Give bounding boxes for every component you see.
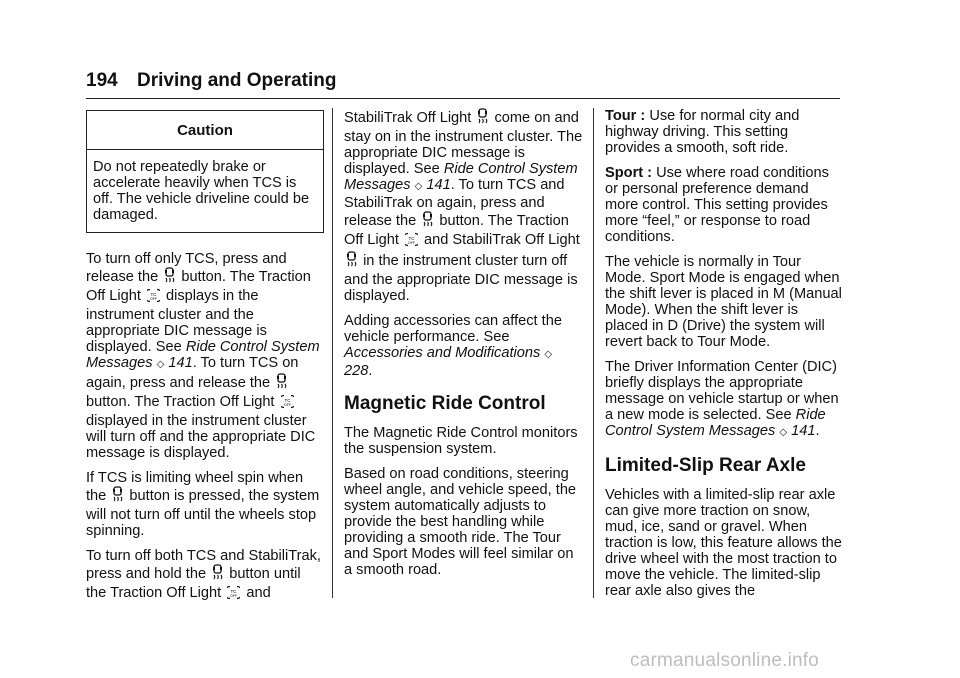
heading-limited-slip-rear-axle: Limited-Slip Rear Axle xyxy=(605,455,806,476)
paragraph-magnetic-intro: The Magnetic Ride Control monitors the suspension system. xyxy=(344,425,578,457)
text: To turn off only TCS, press and release the xyxy=(86,251,287,285)
column-left xyxy=(86,108,324,613)
header-rule xyxy=(86,98,840,99)
cross-reference: Accessories and Modifications xyxy=(344,345,541,361)
page-ref-arrow: ◇ xyxy=(544,349,553,360)
page-ref-arrow: ◇ xyxy=(414,181,423,192)
column-divider xyxy=(593,108,594,598)
paragraph-turn-off-tcs xyxy=(86,251,324,461)
text: The Driver Information Center (DIC) briefly displays the appropriate message on vehicle startup or when a new mode is selected. See xyxy=(605,359,839,423)
text: button. The Traction Off Light xyxy=(86,394,275,410)
traction-off-light-icon xyxy=(405,232,418,251)
text: . xyxy=(368,363,373,379)
cross-reference: Ride Control System Messages xyxy=(86,339,320,371)
paragraph-magnetic-detail: Based on road conditions, steering wheel angle, and vehicle speed, the system automatically adjusts to provide the best handling while providing a smooth ride. The Tour and Sport Modes will feel similar on a smooth road. xyxy=(344,466,577,578)
car-skid-off-icon xyxy=(477,108,488,129)
text: Use for normal city and highway driving. This setting provides a smooth, soft ride. xyxy=(605,108,800,156)
text: displayed in the instrument cluster will turn off and the appropriate DIC message is displayed. xyxy=(86,413,316,461)
watermark: carmanualsonline.info xyxy=(630,650,820,671)
text: StabiliTrak Off Light xyxy=(344,110,472,126)
text: If TCS is limiting wheel spin when the xyxy=(86,470,304,504)
car-skid-off-icon xyxy=(112,486,123,507)
paragraph-tour-mode xyxy=(605,108,845,156)
caution-title: Caution xyxy=(87,111,323,150)
column-middle xyxy=(344,108,584,587)
cross-reference: Ride Control System Messages xyxy=(344,161,578,193)
paragraph-wheel-spin xyxy=(86,470,324,539)
svg-text:TC: TC xyxy=(284,398,291,403)
caution-text: Do not repeatedly brake or accelerate heavily when TCS is off. The vehicle driveline could be damaged. xyxy=(93,159,310,223)
text: button. The Traction Off Light xyxy=(344,213,569,248)
text: and StabiliTrak Off Light xyxy=(424,232,580,248)
page-ref-arrow: ◇ xyxy=(779,427,788,438)
svg-text:TC: TC xyxy=(230,589,237,594)
term-label: Sport : xyxy=(605,165,653,181)
paragraph-accessories xyxy=(344,313,584,379)
cross-reference: Ride Control System Messages xyxy=(605,407,826,439)
svg-text:OFF: OFF xyxy=(407,241,415,245)
page-ref: 228 xyxy=(344,363,369,379)
traction-off-light-icon xyxy=(227,585,240,604)
paragraph-turn-off-both xyxy=(86,548,324,604)
car-skid-off-icon xyxy=(346,251,357,272)
heading-magnetic-ride-control: Magnetic Ride Control xyxy=(344,393,546,414)
car-skid-off-icon xyxy=(276,373,287,394)
svg-text:OFF: OFF xyxy=(149,297,157,301)
paragraph-limited-slip: Vehicles with a limited-slip rear axle can give more traction on snow, mud, ice, sand or gravel. When traction is low, this feature allows the drive wheel with the most traction to move the vehicle. The limited-slip rear axle also gives the xyxy=(605,487,842,599)
svg-text:TC: TC xyxy=(408,236,415,241)
caution-box xyxy=(86,110,324,233)
text: Adding accessories can affect the vehicle performance. See xyxy=(344,313,562,345)
text: . xyxy=(815,423,820,439)
column-right xyxy=(605,108,845,608)
section-title: Driving and Operating xyxy=(136,70,337,91)
text: button is pressed, the system will not turn off until the wheels stop spinning. xyxy=(86,488,320,539)
paragraph-normal-mode: The vehicle is normally in Tour Mode. Sport Mode is engaged when the shift lever is placed in M (Manual Mode). When the shift lever is placed in D (Drive) the system will revert back to Tour Mode. xyxy=(605,254,842,350)
page-ref: 141 xyxy=(791,423,816,439)
page-ref: 141 xyxy=(168,355,193,371)
svg-text:TC: TC xyxy=(150,292,157,297)
traction-off-light-icon xyxy=(147,288,160,307)
text: displays in the instrument cluster and the appropriate DIC message is displayed. See xyxy=(86,288,267,355)
text: button until the Traction Off Light xyxy=(86,566,301,601)
svg-text:OFF: OFF xyxy=(283,403,291,407)
page-header xyxy=(86,70,337,92)
page-ref-arrow: ◇ xyxy=(156,359,165,370)
page-number: 194 xyxy=(86,70,118,91)
text: To turn off both TCS and StabiliTrak, press and hold the xyxy=(86,548,321,582)
paragraph-sport-mode xyxy=(605,165,845,245)
page-ref: 141 xyxy=(426,177,451,193)
text: come on and stay on in the instrument cluster. The appropriate DIC message is displayed. See xyxy=(344,110,583,177)
car-skid-off-icon xyxy=(422,211,433,232)
text: button. The Traction Off Light xyxy=(86,269,311,304)
car-skid-off-icon xyxy=(164,267,175,288)
text: and xyxy=(246,585,271,601)
column-divider xyxy=(332,108,333,598)
paragraph-dic xyxy=(605,359,845,441)
text: in the instrument cluster turn off and the appropriate DIC message is displayed. xyxy=(344,253,578,304)
svg-text:OFF: OFF xyxy=(230,594,238,598)
traction-off-light-icon xyxy=(281,394,294,413)
term-label: Tour : xyxy=(605,108,646,124)
car-skid-off-icon xyxy=(212,564,223,585)
text: Use where road conditions or personal preference demand more control. This setting provides more “feel,” or response to road conditions. xyxy=(605,165,829,245)
text: . To turn TCS on again, press and release the xyxy=(86,355,299,391)
text: . To turn TCS and StabiliTrak on again, press and release the xyxy=(344,177,565,229)
paragraph-stabilitrak-off xyxy=(344,108,584,304)
